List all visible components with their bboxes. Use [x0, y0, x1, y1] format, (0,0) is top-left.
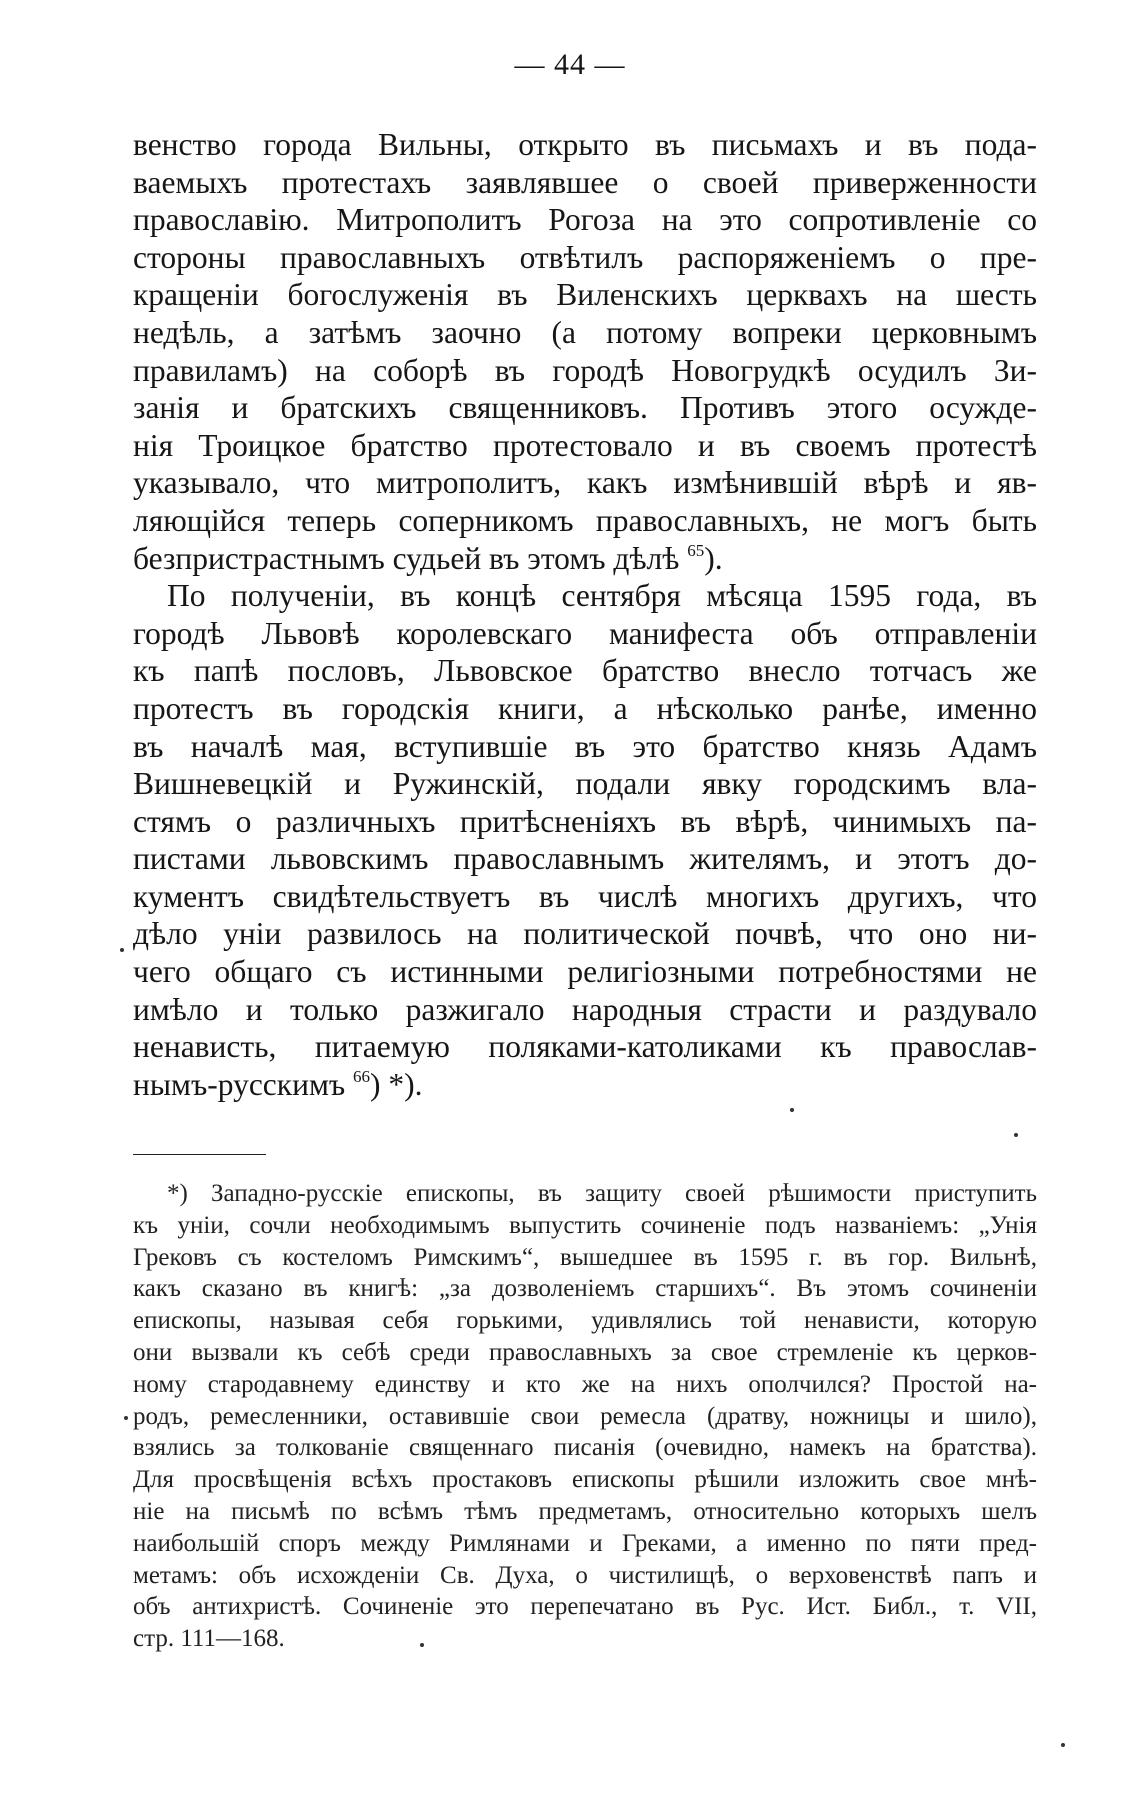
text-line: Вишневецкій и Ружинскій, подали явку городскимъ вла- — [133, 766, 1037, 802]
text-line: указывало, что митрополитъ, какъ измѣнившій вѣрѣ и яв- — [133, 465, 1037, 501]
footnote-line: епископы, называя себя горькими, удивлялись той ненависти, которую — [133, 1307, 1037, 1335]
footnote-line: взялись за толкованіе священнаго писанія (очевидно, намекъ на братства). — [133, 1434, 1037, 1462]
footnote-line: объ антихристѣ. Сочиненіе это перепечатано въ Рус. Ист. Библ., т. VII, — [133, 1593, 1037, 1621]
footnote-line: родъ, ремесленники, оставившіе свои ремесла (дратву, ножницы и шило), — [133, 1402, 1037, 1430]
text-line: протестъ въ городскія книги, а нѣсколько ранѣе, именно — [133, 690, 1037, 726]
footnote-separator — [133, 1154, 266, 1155]
text-line — [133, 1066, 1037, 1104]
text-line: правиламъ) на соборѣ въ городѣ Новогрудкѣ осудилъ Зи- — [133, 352, 1037, 388]
text-line: имѣло и только разжигало народныя страсти и раздувало — [133, 991, 1037, 1027]
text-line: городѣ Львовѣ королевскаго манифеста объ отправленіи — [133, 615, 1037, 651]
text-line: дѣло уніи развилось на политической почвѣ, что оно ни- — [133, 916, 1037, 952]
footnote-line: они вызвали къ себѣ среди православныхъ за свое стремленіе къ церков- — [133, 1338, 1037, 1366]
print-speck — [124, 1416, 128, 1420]
text-line: ненависть, питаемую поляками-католиками къ православ- — [133, 1029, 1037, 1065]
print-speck — [1014, 1133, 1018, 1137]
text-line: чего общаго съ истинными религіозными потребностями не — [133, 954, 1037, 990]
footnote-line: метамъ: объ исхожденіи Св. Духа, о чистилищѣ, о верховенствѣ папъ и — [133, 1561, 1037, 1589]
text-line: въ началѣ мая, вступившіе въ это братство князь Адамъ — [133, 728, 1037, 764]
footnote-line: наибольшій споръ между Римлянами и Греками, а именно по пяти пред- — [133, 1529, 1037, 1557]
text-line: пистами львовскимъ православнымъ жителямъ, и этотъ до- — [133, 841, 1037, 877]
text-line: венство города Вильны, открыто въ письмахъ и въ пода- — [133, 127, 1037, 162]
text-line: занія и братскихъ священниковъ. Противъ этого осужде- — [133, 390, 1037, 426]
page-number: — 44 — — [514, 48, 626, 81]
note-reference: 65 — [687, 540, 705, 560]
print-speck — [420, 1643, 424, 1647]
text-line: ваемыхъ протестахъ заявлявшее о своей приверженности — [133, 164, 1037, 200]
footnote-line: къ уніи, сочли необходимымъ выпустить сочиненіе подъ названіемъ: „Унія — [133, 1211, 1037, 1239]
text-line: къ папѣ пословъ, Львовское братство внесло тотчасъ же — [133, 653, 1037, 689]
footnote-line: стр. 111—168. — [133, 1625, 285, 1653]
print-speck — [120, 948, 124, 952]
footnote-line: *) Западно-русскіе епископы, въ защиту своей рѣшимости приступить — [167, 1180, 1037, 1207]
note-reference: 66 — [353, 1066, 371, 1086]
note-reference-tail: ) *). — [370, 1066, 423, 1102]
footnote-line: Для просвѣщенія всѣхъ простаковъ епископы рѣшили изложить свое мнѣ- — [133, 1466, 1037, 1494]
text-line: кращеніи богослуженія въ Виленскихъ церквахъ на шесть — [133, 277, 1037, 313]
text-line: стямъ о различныхъ притѣсненіяхъ въ вѣрѣ, чинимыхъ па- — [133, 803, 1037, 839]
text-line-content: безпристрастнымъ судьей въ этомъ дѣлѣ — [133, 540, 680, 576]
footnote — [133, 1178, 1037, 1655]
text-line: ляющійся теперь соперникомъ православныхъ, не могъ быть — [133, 502, 1037, 538]
text-line: нія Троицкое братство протестовало и въ своемъ протестѣ — [133, 427, 1037, 463]
note-reference-tail: ). — [704, 540, 723, 576]
footnote-line: ніе на письмѣ по всѣмъ тѣмъ предметамъ, относительно которыхъ шелъ — [133, 1497, 1037, 1525]
text-line: недѣль, а затѣмъ заочно (а потому вопреки церковнымъ — [133, 314, 1037, 350]
text-line: стороны православныхъ отвѣтилъ распоряженіемъ о пре- — [133, 239, 1037, 275]
text-line-content: нымъ-русскимъ — [133, 1066, 346, 1102]
footnote-line: Грековъ съ костеломъ Римскимъ“, вышедшее въ 1595 г. въ гор. Вильнѣ, — [133, 1243, 1037, 1271]
text-line: православію. Митрополитъ Рогоза на это сопротивленіе со — [133, 202, 1037, 238]
body-text — [133, 126, 1037, 1103]
print-speck — [790, 1108, 794, 1112]
text-line: По полученіи, въ концѣ сентября мѣсяца 1595 года, въ — [167, 578, 1037, 614]
footnote-line: какъ сказано въ книгѣ: „за дозволеніемъ старшихъ“. Въ этомъ сочиненіи — [133, 1275, 1037, 1303]
footnote-line: ному стародавнему единству и кто же на нихъ ополчился? Простой на- — [133, 1370, 1037, 1398]
text-line: кументъ свидѣтельствуетъ въ числѣ многихъ другихъ, что — [133, 878, 1037, 914]
print-speck — [1061, 1743, 1065, 1747]
text-line — [133, 540, 1037, 578]
